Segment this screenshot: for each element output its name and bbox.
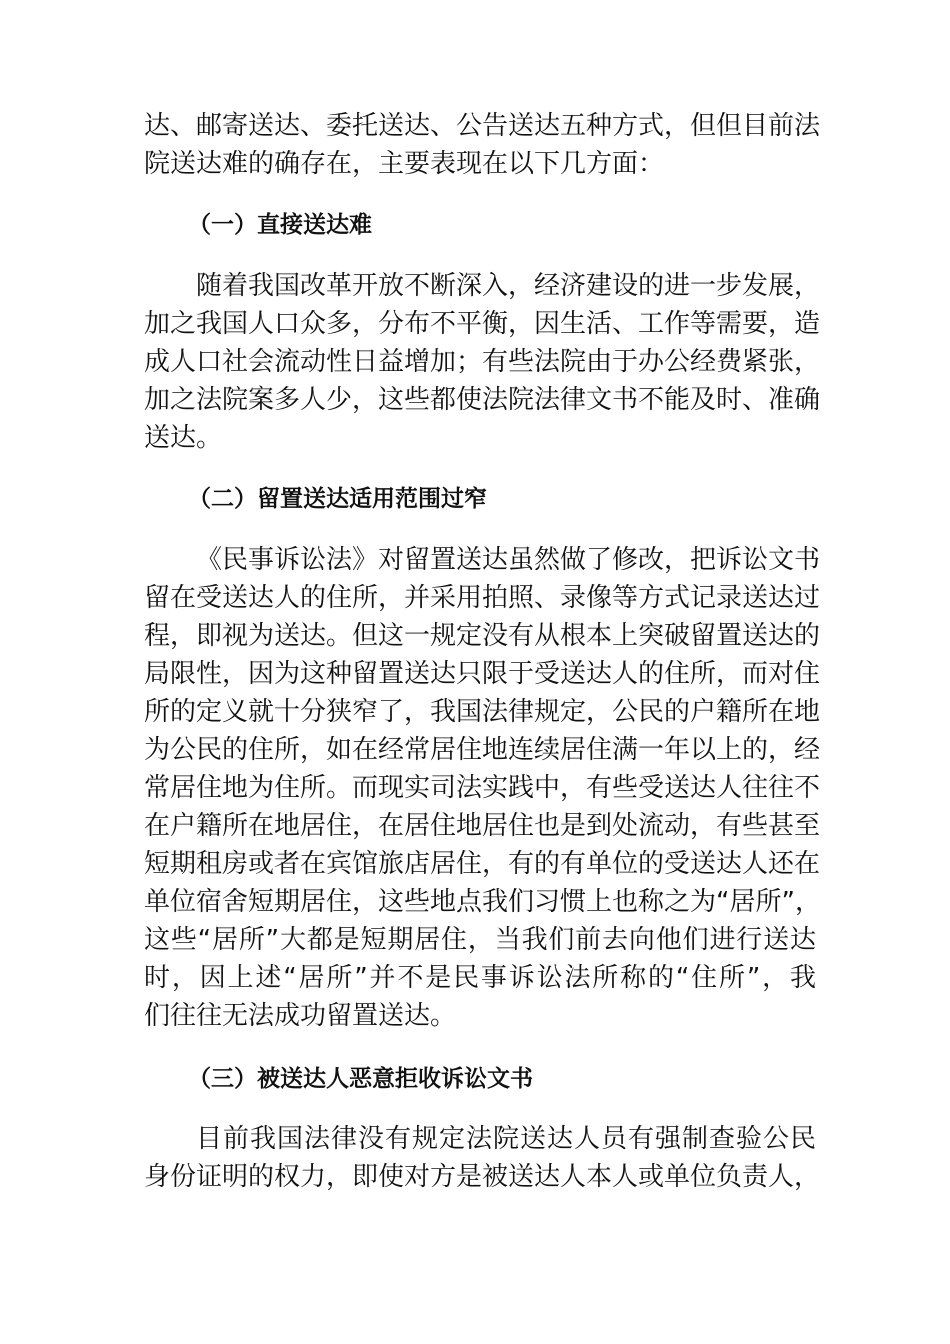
section-heading-2: （二）留置送达适用范围过窄 <box>188 486 487 512</box>
paragraph-line: 这些“居所”大都是短期居住，当我们前去向他们进行送达 <box>144 925 816 955</box>
paragraph-line: 时，因上述“居所”并不是民事诉讼法所称的“住所”，我 <box>144 963 816 993</box>
paragraph-line: 加之法院案多人少，这些都使法院法律文书不能及时、准确 <box>144 385 821 415</box>
paragraph-line: 达、邮寄送达、委托送达、公告送达五种方式，但但目前法 <box>144 111 821 141</box>
paragraph-line: 们往往无法成功留置送达。 <box>144 1001 457 1031</box>
paragraph-line: 短期租房或者在宾馆旅店居住，有的有单位的受送达人还在 <box>144 849 821 879</box>
paragraph-line: 局限性，因为这种留置送达只限于受送达人的住所，而对住 <box>144 659 821 689</box>
paragraph-line: 随着我国改革开放不断深入，经济建设的进一步发展， <box>196 271 821 301</box>
section-heading-3: （三）被送达人恶意拒收诉讼文书 <box>188 1066 533 1092</box>
paragraph-line: 单位宿舍短期居住，这些地点我们习惯上也称之为“居所”， <box>144 887 821 917</box>
paragraph-line: 留在受送达人的住所，并采用拍照、录像等方式记录送达过 <box>144 583 821 613</box>
paragraph-line: 《民事诉讼法》对留置送达虽然做了修改，把诉讼文书 <box>196 545 821 575</box>
paragraph-line: 身份证明的权力，即使对方是被送达人本人或单位负责人， <box>144 1162 821 1192</box>
paragraph-line: 加之我国人口众多，分布不平衡，因生活、工作等需要，造 <box>144 309 821 339</box>
paragraph-line: 常居住地为住所。而现实司法实践中，有些受送达人往往不 <box>144 773 821 803</box>
paragraph-line: 成人口社会流动性日益增加；有些法院由于办公经费紧张， <box>144 347 821 377</box>
paragraph-line: 送达。 <box>144 423 223 453</box>
section-heading-1: （一）直接送达难 <box>188 212 372 238</box>
paragraph-line: 目前我国法律没有规定法院送达人员有强制查验公民 <box>196 1124 816 1154</box>
paragraph-line: 为公民的住所，如在经常居住地连续居住满一年以上的，经 <box>144 735 821 765</box>
paragraph-line: 程，即视为送达。但这一规定没有从根本上突破留置送达的 <box>144 621 821 651</box>
paragraph-line: 在户籍所在地居住，在居住地居住也是到处流动，有些甚至 <box>144 811 821 841</box>
paragraph-line: 所的定义就十分狭窄了，我国法律规定，公民的户籍所在地 <box>144 697 821 727</box>
paragraph-line: 院送达难的确存在，主要表现在以下几方面： <box>144 149 665 179</box>
